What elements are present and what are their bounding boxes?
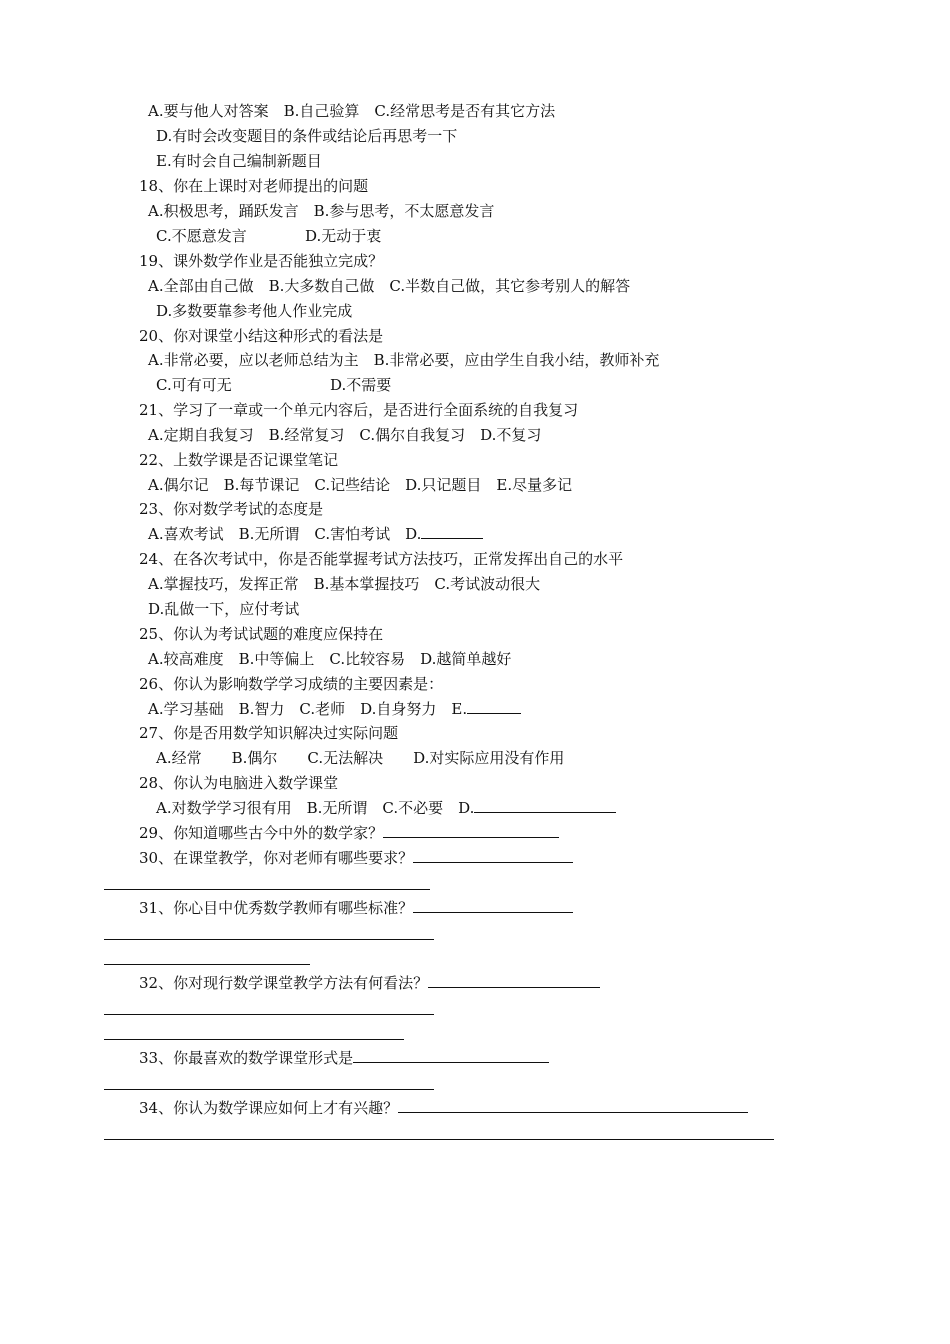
- q19-question: 19、课外数学作业是否能独立完成？: [139, 252, 384, 270]
- q33-question-text: 33、你最喜欢的数学课堂形式是: [139, 1049, 354, 1067]
- q18-options-line1: A.积极思考，踊跃发言 B.参与思考，不太愿意发言: [148, 202, 495, 220]
- q33-question: [139, 1048, 549, 1068]
- q29-question-text: 29、你知道哪些古今中外的数学家？: [139, 824, 384, 842]
- q17-options-line3: E.有时会自己编制新题目: [156, 152, 322, 170]
- q26-question: 26、你认为影响数学学习成绩的主要因素是：: [139, 675, 444, 693]
- q22-question: 22、上数学课是否记课堂笔记: [139, 451, 339, 469]
- q20-question: 20、你对课堂小结这种形式的看法是: [139, 327, 384, 345]
- q31-answer-line-1[interactable]: [104, 939, 434, 940]
- q18-question: 18、你在上课时对老师提出的问题: [139, 177, 369, 195]
- q30-question: [139, 848, 573, 868]
- q32-question: [139, 973, 600, 993]
- q31-question: [139, 898, 573, 918]
- q23-options-line1: [148, 524, 483, 544]
- q34-answer-blank[interactable]: [398, 1098, 748, 1113]
- q25-options-line1: A.较高难度 B.中等偏上 C.比较容易 D.越简单越好: [148, 650, 512, 668]
- q34-answer-line[interactable]: [104, 1139, 774, 1140]
- q34-question: [139, 1098, 748, 1118]
- q30-answer-blank[interactable]: [413, 848, 573, 863]
- q34-question-text: 34、你认为数学课应如何上才有兴趣？: [139, 1099, 399, 1117]
- q28-options-text: A.对数学学习很有用 B.无所谓 C.不必要 D.: [156, 799, 475, 817]
- q18-option-d: D.无动于衷: [305, 227, 382, 245]
- q31-answer-blank[interactable]: [413, 898, 573, 913]
- q32-answer-blank[interactable]: [428, 973, 600, 988]
- q33-answer-blank[interactable]: [353, 1048, 549, 1063]
- q27-options-line1: A.经常 B.偶尔 C.无法解决 D.对实际应用没有作用: [156, 749, 565, 767]
- q23-options-text: A.喜欢考试 B.无所谓 C.害怕考试 D.: [148, 525, 422, 543]
- q31-answer-line-2[interactable]: [104, 964, 310, 965]
- q19-options-line2: D.多数要靠参考他人作业完成: [156, 302, 353, 320]
- q26-answer-blank[interactable]: [467, 699, 521, 714]
- q31-question-text: 31、你心目中优秀数学教师有哪些标准？: [139, 899, 414, 917]
- q28-question: 28、你认为电脑进入数学课堂: [139, 774, 339, 792]
- q33-answer-line[interactable]: [104, 1089, 434, 1090]
- q20-options-line1: A.非常必要，应以老师总结为主 B.非常必要，应由学生自我小结，教师补充: [148, 351, 660, 369]
- q17-options-line2: D.有时会改变题目的条件或结论后再思考一下: [156, 127, 458, 145]
- q23-question: 23、你对数学考试的态度是: [139, 500, 324, 518]
- q28-answer-blank[interactable]: [474, 798, 616, 813]
- q32-answer-line-2[interactable]: [104, 1039, 404, 1040]
- q24-options-line2: D.乱做一下，应付考试: [148, 600, 300, 618]
- q19-options-line1: A.全部由自己做 B.大多数自己做 C.半数自己做，其它参考别人的解答: [148, 277, 631, 295]
- q29-question: [139, 823, 559, 843]
- q20-option-d: D.不需要: [330, 376, 392, 394]
- q18-option-c: C.不愿意发言: [156, 227, 247, 245]
- q32-question-text: 32、你对现行数学课堂教学方法有何看法？: [139, 974, 429, 992]
- q21-options-line1: A.定期自我复习 B.经常复习 C.偶尔自我复习 D.不复习: [148, 426, 542, 444]
- q24-question: 24、在各次考试中，你是否能掌握考试方法技巧，正常发挥出自己的水平: [139, 550, 624, 568]
- q21-question: 21、学习了一章或一个单元内容后，是否进行全面系统的自我复习: [139, 401, 579, 419]
- q24-options-line1: A.掌握技巧，发挥正常 B.基本掌握技巧 C.考试波动很大: [148, 575, 541, 593]
- q26-options-text: A.学习基础 B.智力 C.老师 D.自身努力 E.: [148, 700, 468, 718]
- q25-question: 25、你认为考试试题的难度应保持在: [139, 625, 384, 643]
- q17-options-line1: A.要与他人对答案 B.自己验算 C.经常思考是否有其它方法: [148, 102, 556, 120]
- q27-question: 27、你是否用数学知识解决过实际问题: [139, 724, 399, 742]
- q22-options-line1: A.偶尔记 B.每节课记 C.记些结论 D.只记题目 E.尽量多记: [148, 476, 573, 494]
- q26-options-line1: [148, 699, 521, 719]
- q30-question-text: 30、在课堂教学，你对老师有哪些要求？: [139, 849, 414, 867]
- q20-option-c: C.可有可无: [156, 376, 232, 394]
- q32-answer-line-1[interactable]: [104, 1014, 434, 1015]
- q30-answer-line[interactable]: [104, 889, 430, 890]
- q29-answer-blank[interactable]: [383, 823, 559, 838]
- q23-answer-blank[interactable]: [421, 524, 483, 539]
- q28-options-line1: [156, 798, 616, 818]
